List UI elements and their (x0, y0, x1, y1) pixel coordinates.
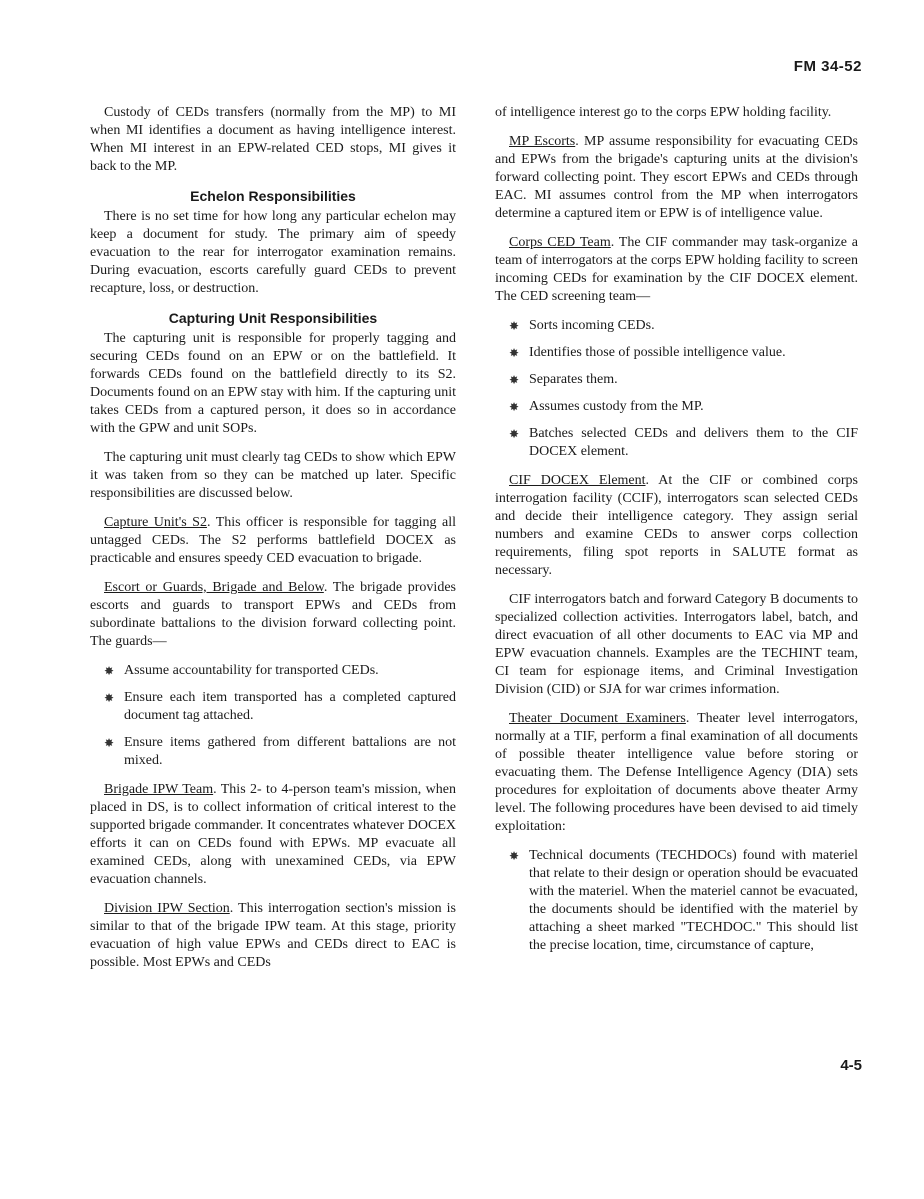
tagging-paragraph: The capturing unit must clearly tag CEDs to show which EPW it was taken from so they can be matched up later. Specific responsibilities are discussed below. (90, 450, 456, 501)
corps-ced-paragraph (495, 234, 858, 306)
cif-interrogators-paragraph: CIF interrogators batch and forward Category B documents to specialized collection activities. Interrogators label, batch, and direct evacuation of all other documents to EAC via MP and EPW evacuation channels. Examples are the TECHINT team, CI team for espionage items, and Criminal Investigation Division (CID) or SJA for war crimes information. (495, 592, 858, 697)
left-column (90, 104, 456, 983)
capturing-unit-paragraph: The capturing unit is responsible for properly tagging and securing CEDs found on an EPW or on the battlefield. It forwards CEDs found on the battlefield directly to its S2. Documents found on an EPW stay with him. If the capturing unit takes CEDs from a captured person, it does so in accordance with the GPW and unit SOPs. (90, 331, 456, 436)
theater-examiners-title: Theater Document Examiners (509, 711, 686, 726)
custody-paragraph: Custody of CEDs transfers (normally from the MP) to MI when MI identifies a document as having intelligence interest. When MI interest in an EPW-related CED stops, MI gives it back to the MP. (90, 105, 456, 174)
screening-team-list (495, 317, 858, 461)
list-item: ✸ Identifies those of possible intelligence value. (495, 344, 858, 362)
s2-text: . This officer is responsible for tagging all untagged CEDs. The S2 performs battlefield DOCEX as practicable and ensures speedy CED evacuation to brigade. (90, 515, 456, 566)
capturing-unit-heading: Capturing Unit Responsibilities (168, 310, 378, 326)
corps-ced-text: . The CIF commander may task-organize a team of interrogators at the corps EPW holding facility to screen incoming CEDs for examination by the CIF DOCEX element. The CED screening team— (495, 235, 858, 304)
cif-docex-paragraph (495, 472, 858, 580)
escort-title: Escort or Guards, Brigade and Below (104, 580, 324, 595)
list-item: ✸ Assume accountability for transported CEDs. (90, 662, 456, 680)
list-item: ✸ Technical documents (TECHDOCs) found with materiel that relate to their design or operation should be evacuated with the materiel. When the materiel cannot be evacuated, the documents should be identified with the materiel by attaching a sheet marked "TECHDOC." This should list the precise location, time, circumstance of capture, (495, 847, 858, 955)
techdoc-list (495, 847, 858, 955)
continuation-paragraph: of intelligence interest go to the corps EPW holding facility. (495, 105, 832, 120)
mp-escorts-text: . MP assume responsibility for evacuating CEDs and EPWs from the brigade's capturing units at the division's forward collecting point. They escort EPWs and CEDs through EAC. MI assumes control from the MP when interrogators determine a captured item or EPW is of intelligence value. (495, 134, 858, 221)
division-ipw-text: . This interrogation section's mission is similar to that of the brigade IPW team. At this stage, priority evacuation of high value EPWs and CEDs direct to EAC is possible. Most EPWs and CEDs (90, 901, 456, 970)
list-item: ✸ Assumes custody from the MP. (495, 398, 858, 416)
list-item: ✸ Batches selected CEDs and delivers them to the CIF DOCEX element. (495, 425, 858, 461)
list-item: ✸ Ensure items gathered from different battalions are not mixed. (90, 734, 456, 770)
mp-escorts-paragraph (495, 133, 858, 223)
corps-ced-title: Corps CED Team (509, 235, 611, 250)
brigade-ipw-text: . This 2- to 4-person team's mission, when placed in DS, is to collect information of critical interest to the supported brigade commander. It concentrates whatever DOCEX efforts it can on CEDs found with EPWs. MP evacuate all examined CEDs, along with unexamined CEDs, via EPW evacuation channels. (90, 782, 456, 887)
right-column (495, 104, 858, 966)
division-ipw-paragraph (90, 900, 456, 972)
mp-escorts-title: MP Escorts (509, 134, 576, 149)
cif-docex-text: . At the CIF or combined corps interrogation facility (CCIF), interrogators scan selected CEDs and decide their intelligence category. They assign serial numbers and examine CEDs to answer corps collection requirements, filing spot reports in SALUTE format as necessary. (495, 473, 859, 578)
guards-list (90, 662, 456, 770)
list-item: ✸ Sorts incoming CEDs. (495, 317, 858, 335)
s2-title: Capture Unit's S2 (104, 515, 207, 530)
cif-docex-title: CIF DOCEX Element (509, 473, 646, 488)
echelon-heading: Echelon Responsibilities (190, 188, 356, 204)
escort-text: . The brigade provides escorts and guards to transport EPWs and CEDs from subordinate battalions to the division forward collecting point. The guards— (90, 580, 456, 649)
escort-paragraph (90, 579, 456, 651)
brigade-ipw-title: Brigade IPW Team (104, 782, 214, 797)
list-item: ✸ Separates them. (495, 371, 858, 389)
theater-examiners-text: . Theater level interrogators, normally at a TIF, perform a final examination of all documents of possible theater intelligence value before storing or evacuating them. The Defense Intelligence Agency (DIA) sets procedures for exploitation of documents above theater Army level. The following procedures have been devised to aid timely exploitation: (495, 711, 859, 834)
page-number: 4-5 (840, 1057, 862, 1074)
division-ipw-title: Division IPW Section (104, 901, 230, 916)
s2-paragraph (90, 514, 456, 568)
manual-number: FM 34-52 (793, 58, 862, 75)
list-item: ✸ Ensure each item transported has a completed captured document tag attached. (90, 689, 456, 725)
brigade-ipw-paragraph (90, 781, 456, 889)
echelon-paragraph: There is no set time for how long any particular echelon may keep a document for study. The primary aim of speedy evacuation to the rear for interrogator examination remains. During evacuation, escorts carefully guard CEDs to prevent recapture, loss, or destruction. (90, 209, 456, 296)
theater-examiners-paragraph (495, 710, 858, 836)
